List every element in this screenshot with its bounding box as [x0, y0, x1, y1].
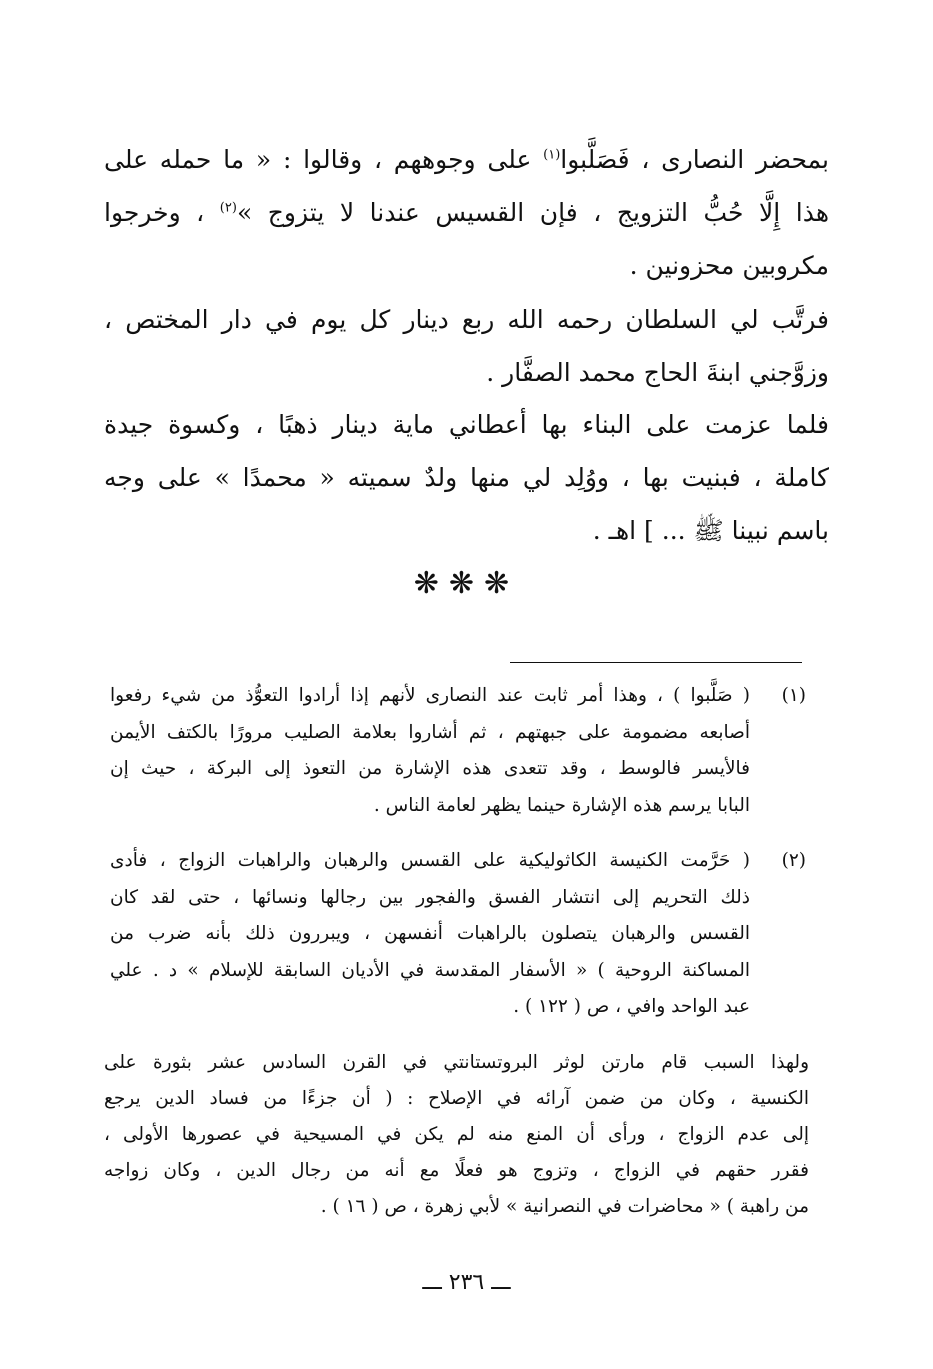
paragraph-1 — [104, 133, 829, 292]
paragraph-1-line-3: مكروبين محزونين . — [629, 251, 829, 280]
footnote-divider — [510, 662, 802, 663]
paragraph-2-line-2: وزوَّجني ابنةَ الحاج محمد الصفَّار . — [486, 358, 829, 387]
footnote-3-line-1: ولهذا السبب قام مارتن لوثر البروتستانتي في القرن السادس عشر بثورة على — [104, 1052, 809, 1073]
paragraph-3 — [104, 398, 829, 557]
text-segment: بمحضر النصارى ، فَصَلَّبوا — [560, 145, 829, 174]
footnote-3-line-2: الكنسية ، وكان من ضمن آرائه في الإصلاح : ( أن جزءًا من فساد الدين يرجع — [104, 1088, 809, 1109]
paragraph-3-line-3: باسم نبينا ﷺ ... ] اهـ . — [592, 516, 829, 545]
footnote-1 — [110, 678, 806, 824]
footnote-2-line-3: القسس والرهبان يتصلون بالراهبات أنفسهن ، ويبررون ذلك بأنه ضرب من — [110, 923, 750, 944]
footnote-1-line-2: أصابعه مضمومة على جبهتهم ، ثم أشاروا بعلامة الصليب مرورًا بالكتف الأيمن — [110, 721, 750, 743]
paragraph-1-line-1 — [104, 133, 829, 186]
paragraph-1-line-2 — [104, 186, 829, 239]
paragraph-3-line-2: كاملة ، فبنيت بها ، ووُلِد لي منها ولدٌ سميته « محمدًا » على وجه — [104, 463, 829, 492]
footnote-ref-2[interactable]: (٢) — [219, 200, 237, 216]
footnote-2 — [110, 843, 806, 1026]
footnote-1-line-1: ( صَلَّبوا ) ، وهذا أمر ثابت عند النصارى لأنهم إذا أرادوا التعوُّذ من شيء رفعوا — [110, 685, 750, 706]
footnote-3-line-3: إلى عدم الزواج ، ورأى أن المنع منه لم يكن في المسيحية في عصورها الأولى ، — [104, 1124, 809, 1145]
footnote-2-line-2: ذلك التحريم إلى انتشار الفسق والفجور بين رجالها ونسائها ، حتى لقد كان — [110, 886, 750, 908]
footnote-ref-1[interactable]: (١) — [543, 147, 561, 163]
section-separator-ornament: ❋❋❋ — [413, 566, 520, 601]
text-segment: ، وخرجوا — [104, 198, 220, 227]
footnote-2-line-1: ( حَرَّمت الكنيسة الكاثوليكية على القسس والرهبان والراهبات الزواج ، فأدى — [110, 850, 750, 871]
text-segment: على وجوههم ، وقالوا : « ما حمله على — [104, 145, 544, 174]
text-segment: هذا إِلَّا حُبُّ التزويج ، فإن القسيس عندنا لا يتزوج » — [236, 198, 829, 227]
footnote-1-marker: (١) — [781, 685, 806, 706]
footnote-3-line-5: من راهبة ) « محاضرات في النصرانية » لأبي زهرة ، ص ( ١٦ ) . — [320, 1196, 809, 1217]
page-number: ـــ ٢٣٦ ـــ — [422, 1270, 511, 1295]
footnote-1-line-3: فالأيسر فالوسط ، وقد تتعدى هذه الإشارة من التعوذ إلى البركة ، حيث إن — [110, 758, 750, 779]
footnote-2-marker: (٢) — [781, 850, 806, 871]
footnote-2-line-5: عبد الواحد وافي ، ص ( ١٢٢ ) . — [513, 996, 750, 1017]
footnote-2-line-4: المساكنة الروحية ) « الأسفار المقدسة في الأديان السابقة للإسلام » د . علي — [110, 959, 750, 981]
paragraph-2-line-1: فرتَّب لي السلطان رحمه الله ربع دينار كل يوم في دار المختص ، — [104, 305, 829, 334]
footnote-2-continuation — [104, 1045, 809, 1225]
paragraph-3-line-1: فلما عزمت على البناء بها أعطاني مایة دینار ذهبًا ، وكسوة جيدة — [104, 410, 829, 439]
footnote-1-line-4: البابا يرسم هذه الإشارة حينما يظهر لعامة الناس . — [373, 794, 750, 816]
paragraph-2 — [104, 293, 829, 399]
footnote-3-line-4: فقرر حقهم في الزواج ، وتزوج هو فعلًا مع أنه من رجال الدين ، وكان زواجه — [104, 1160, 809, 1181]
